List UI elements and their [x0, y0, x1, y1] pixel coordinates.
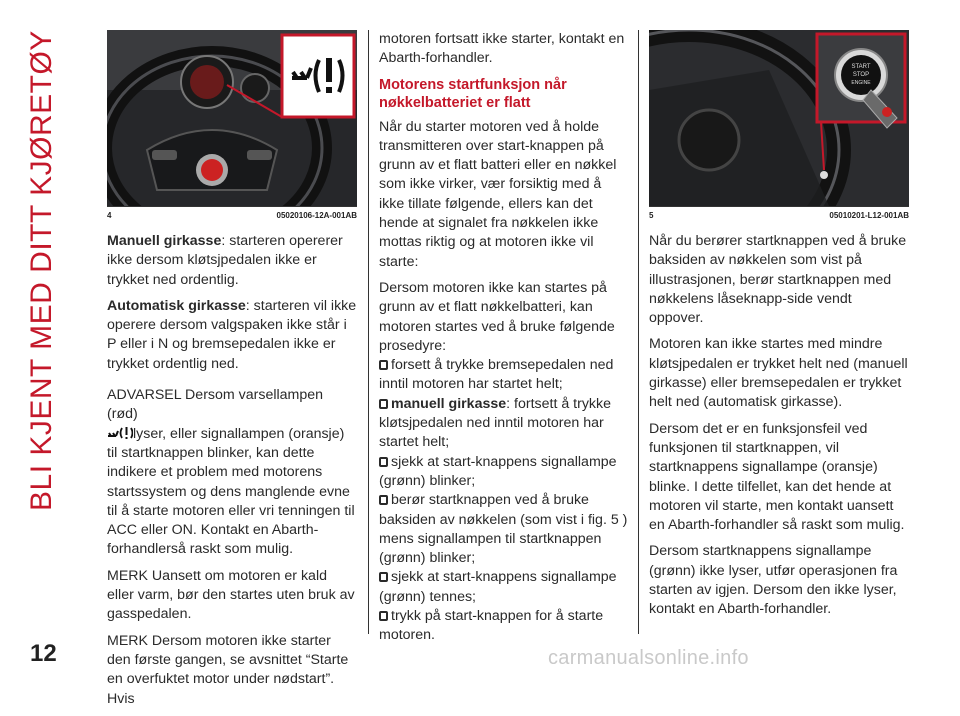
paragraph: Når du starter motoren ved å holde transmitteren over start-knappen på grunn av et flatt batteri eller en nøkkel som ikke virker, vær forsiktig med å ikke tillate følgende, ellers kan det hende at signalet fra nøkkelen ikke mottas riktig og at motoren ikke vil starte:: [379, 118, 617, 270]
column-3: [649, 30, 909, 627]
figure-5-start-button-image: [649, 30, 909, 206]
start-text: START: [851, 64, 871, 70]
figure-number: 5: [649, 211, 654, 220]
figure-4-steering-wheel-image: [107, 30, 357, 206]
section-title: BLI KJENT MED DITT KJØRETØY: [25, 30, 58, 511]
checkbox-bullet-icon: [379, 457, 388, 467]
list-item-text: sjekk at start-knappens signallampe (grønn) blinker;: [379, 453, 617, 489]
engine-text: ENGINE: [851, 80, 871, 86]
list-item-text: : fortsett å trykke kløtsjpedalen ned inntil motoren har startet helt;: [379, 395, 612, 451]
paragraph: Dersom startknappens signallampe (grønn) ikke lyser, utfør operasjonen fra starten av igjen. Dersom den ikke lyser, kontakt en Abarth-forhandler.: [649, 543, 898, 618]
list-item: [379, 607, 629, 646]
note-paragraph: MERK Dersom motoren ikke starter den første gangen, se avsnittet “Starte en overfuktet motor under nødstart”. Hvis: [107, 632, 349, 707]
list-item: [379, 395, 629, 453]
figure-code: 05020106-12A-001AB: [276, 211, 357, 220]
column-divider: [368, 30, 369, 634]
column-1: [107, 30, 357, 716]
list-item: [379, 356, 629, 395]
list-item-text: berør startknappen ved å bruke baksiden av nøkkelen (som vist i fig. 5 ) mens signallampen til startknappen (grønn) blinker;: [379, 492, 628, 567]
figure-number: 4: [107, 211, 112, 220]
warning-paragraph: [107, 386, 357, 560]
list-item: [379, 491, 629, 568]
bold-term: Manuell girkasse: [107, 233, 222, 249]
bold-term: Automatisk girkasse: [107, 297, 246, 314]
checkbox-bullet-icon: [379, 572, 388, 582]
start-button-illustration: [649, 30, 909, 206]
page-number: 12: [30, 640, 57, 667]
paragraph-text: : starteren vil ikke operere dersom valgspaken ikke står i P eller i N og bremsepedalen ikke er trykket ordentlig ned.: [107, 297, 357, 372]
warning-text: ADVARSEL Dersom varsellampen (rød): [107, 387, 324, 423]
paragraph: Dersom motoren ikke kan startes på grunn av et flatt nøkkelbatteri, kan motoren startes ved å bruke følgende prosedyre:: [379, 279, 615, 354]
paragraph-automatic-gearbox: [107, 297, 357, 374]
checkbox-bullet-icon: [379, 611, 388, 621]
column-2: [379, 30, 629, 646]
column-divider: [638, 30, 639, 634]
warning-text: lyser, eller signallampen (oransje) til startknappen blinker, kan dette indikere et problem med motorens startssystem og dens manglende evne til å starte motoren eller vri tenningen til ACC eller ON. Kontakt en Abarth-forhandlerså raskt som mulig.: [107, 425, 355, 558]
list-item-text: sjekk at start-knappens signallampe (grønn) tennes;: [379, 569, 617, 605]
note-paragraph: MERK Uansett om motoren er kald eller varm, bør den startes uten bruk av gasspedalen.: [107, 567, 355, 623]
paragraph-manual-gearbox: [107, 232, 357, 290]
paragraph: Når du berører startknappen ved å bruke baksiden av nøkkelen som vist på illustrasjonen, berør startknappen med nøkkelens låseknapp-side vendt oppover.: [649, 233, 907, 327]
list-item-text: trykk på start-knappen for å starte motoren.: [379, 608, 604, 644]
list-item-text: forsett å trykke bremsepedalen ned inntil motoren har startet helt;: [379, 357, 614, 393]
paragraph: Dersom det er en funksjonsfeil ved funksjonen til startknappen, vil startknappens signallampe (oransje) blinke. I dette tilfellet, kan det hende at motoren vil starte, men kontakt uansett en Abarth-forhandler så raskt som mulig.: [649, 420, 905, 534]
bold-term: manuell girkasse: [391, 395, 507, 412]
steering-wheel-illustration: [107, 30, 357, 206]
list-item: [379, 453, 629, 492]
continued-paragraph: motoren fortsatt ikke starter, kontakt en Abarth-forhandler.: [379, 31, 625, 67]
paragraph-text: : starteren opererer ikke dersom kløtsjpedalen ikke er trykket ned ordentlig.: [107, 233, 343, 288]
checkbox-bullet-icon: [379, 360, 388, 370]
checkbox-bullet-icon: [379, 495, 388, 505]
stop-text: STOP: [852, 72, 870, 78]
figure-5-caption: [649, 206, 909, 220]
section-heading: Motorens startfunksjon når nøkkelbatteriet er flatt: [379, 76, 567, 111]
figure-4-caption: [107, 206, 357, 220]
checkbox-bullet-icon: [379, 399, 388, 409]
watermark-text: carmanualsonline.info: [548, 647, 749, 669]
list-item: [379, 568, 629, 607]
paragraph: Motoren kan ikke startes med mindre kløtsjpedalen er trykket helt ned (manuell girkasse) eller bremsepedalen er trykket helt ned (automatisk girkasse).: [649, 336, 908, 411]
figure-code: 05010201-L12-001AB: [829, 211, 909, 220]
immobilizer-warning-icon: [107, 426, 133, 440]
